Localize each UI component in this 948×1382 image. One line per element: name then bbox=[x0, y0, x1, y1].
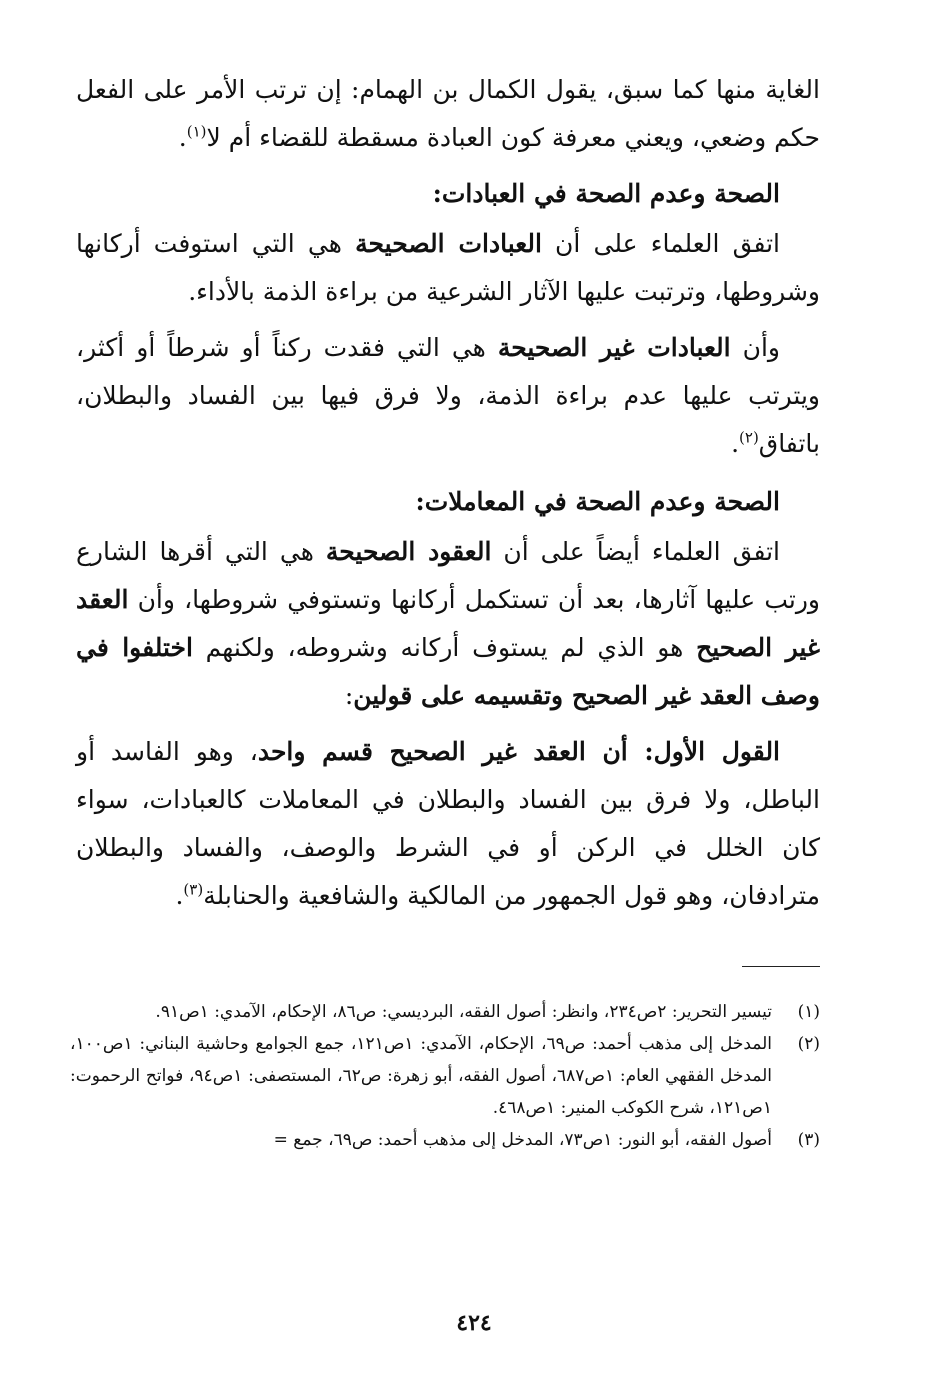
paragraph-first-opinion bbox=[76, 728, 820, 920]
bold-term: العقود الصحيحة bbox=[325, 537, 492, 566]
text-run: اتفق العلماء أيضاً على أن bbox=[491, 537, 780, 566]
footnote-number: (٣) bbox=[797, 1130, 820, 1150]
bold-term: القول الأول: أن العقد غير الصحيح قسم واحد bbox=[257, 737, 781, 766]
bold-term: العبادات الصحيحة bbox=[355, 229, 542, 258]
bold-term: العقد غير الصحيح bbox=[76, 585, 820, 662]
footnote-3 bbox=[70, 1124, 820, 1156]
footnote-ref-2[interactable]: (٢) bbox=[739, 428, 759, 447]
bold-term: اختلفوا في وصف العقد غير الصحيح وتقسيمه على قولين bbox=[76, 633, 820, 710]
text-run: هي التي فقدت ركناً أو شرطاً أو أكثر، ويترتب عليها عدم براءة الذمة، ولا فرق فيها بين الفساد والبطلان، باتفاق bbox=[76, 333, 820, 458]
text-run: هي التي أقرها الشارع ورتب عليها آثارها، بعد أن تستكمل أركانها وتستوفي شروطها، وأن bbox=[76, 537, 820, 614]
paragraph-invalid-worship bbox=[76, 324, 820, 468]
footnote-divider bbox=[742, 966, 820, 967]
footnote-1 bbox=[70, 996, 820, 1028]
footnote-2 bbox=[70, 1028, 820, 1124]
footnote-ref-3[interactable]: (٣) bbox=[183, 880, 204, 899]
paragraph-valid-contracts bbox=[76, 528, 820, 720]
text-run: . bbox=[731, 429, 740, 458]
footnotes bbox=[70, 996, 820, 1156]
text-run: وأن bbox=[730, 333, 780, 362]
section-heading-transactions: الصحة وعدم الصحة في المعاملات: bbox=[415, 487, 780, 516]
footnote-ref-1[interactable]: (١) bbox=[186, 122, 207, 141]
footnote-text: تيسير التحرير: ٢ص٢٣٤، وانظر: أصول الفقه، البرديسي: ص٨٦، الإحكام، الآمدي: ١ص٩١. bbox=[155, 1002, 772, 1022]
text-run: هو الذي لم يستوف أركانه وشروطه، ولكنهم bbox=[192, 633, 697, 662]
text-run: هي التي استوفت أركانها وشروطها، وترتبت عليها الآثار الشرعية من براءة الذمة بالأداء. bbox=[76, 229, 820, 306]
section-heading-worship: الصحة وعدم الصحة في العبادات: bbox=[432, 179, 780, 208]
footnote-text: المدخل إلى مذهب أحمد: ص٦٩، الإحكام، الآمدي: ١ص١٢١، جمع الجوامع وحاشية البناني: ١ص١٠٠، المدخل الفقهي العام: ١ص٦٨٧، أصول الفقه، أبو زهرة: ص٦٢، المستصفى: ١ص٩٤، فواتح الرحموت: ١ص١٢١، شرح الكوكب المنير: ١ص٤٦٨. bbox=[70, 1034, 772, 1118]
main-text bbox=[76, 66, 820, 920]
text-run: : bbox=[344, 681, 354, 710]
text-run: . bbox=[175, 881, 184, 910]
paragraph-intro bbox=[76, 66, 820, 162]
page-number: ٤٢٤ bbox=[456, 1310, 492, 1336]
footnote-number: (١) bbox=[797, 1002, 820, 1022]
paragraph-intro-text: الغاية منها كما سبق، يقول الكمال بن الهمام: إن ترتب الأمر على الفعل حكم وضعي، ويعني معرفة كون العبادة مسقطة للقضاء أم لا bbox=[76, 75, 820, 152]
footnote-text: أصول الفقه، أبو النور: ١ص٧٣، المدخل إلى مذهب أحمد: ص٦٩، جمع = bbox=[273, 1130, 772, 1150]
bold-term: العبادات غير الصحيحة bbox=[497, 333, 731, 362]
text-run: ، وهو الفاسد أو الباطل، ولا فرق بين الفساد والبطلان في المعاملات كالعبادات، سواء كان الخلل في الركن أو في الشرط والوصف، والفساد والبطلان مترادفان، وهو قول الجمهور من المالكية والشافعية والحنابلة bbox=[76, 737, 820, 910]
footnote-number: (٢) bbox=[797, 1034, 820, 1054]
text-run: اتفق العلماء على أن bbox=[541, 229, 780, 258]
paragraph-intro-end: . bbox=[178, 123, 187, 152]
paragraph-valid-worship bbox=[76, 220, 820, 316]
